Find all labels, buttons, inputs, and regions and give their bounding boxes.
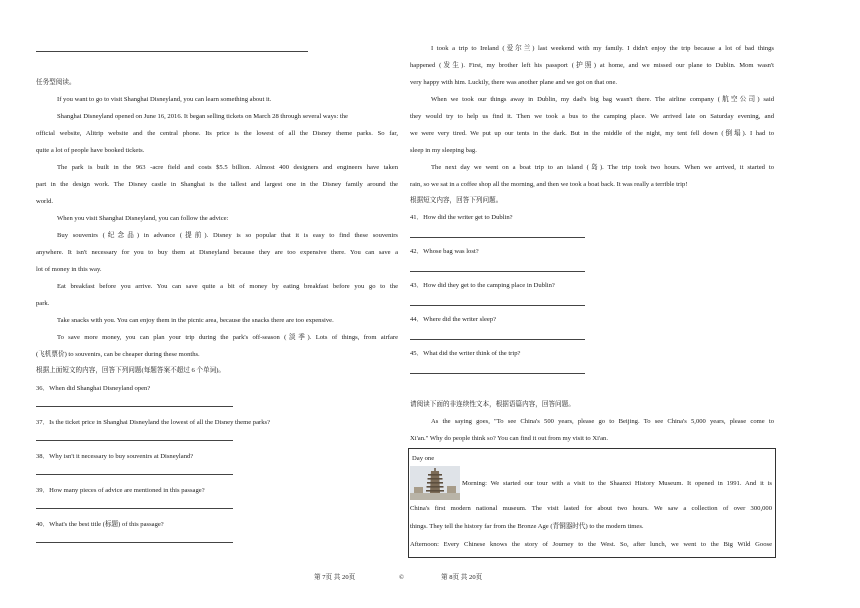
paragraph: (飞机票价) to souvenirs, can be cheaper during these months. <box>36 351 200 358</box>
saying-paragraph: As the saying goes, "To see China's 500 years, please go to Beijing. To see China's 5,000 years, please come to <box>431 418 774 425</box>
question-38: 38．Why isn't it necessary to buy souvenirs at Disneyland? <box>36 453 194 460</box>
question-39: 39．How many pieces of advice are mentioned in this passage? <box>36 487 205 494</box>
answer-line-45[interactable] <box>410 373 585 374</box>
question-40: 40．What's the best title (标题) of this passage? <box>36 521 164 528</box>
copyright-icon: © <box>399 574 405 581</box>
question-42: 42．Whose bag was lost? <box>410 248 479 255</box>
afternoon-text: Afternoon: Every Chinese knows the story of Journey to the West. So, after lunch, we went to the Big Wild Goose <box>410 541 772 548</box>
paragraph: quite a lot of people have booked tickets. <box>36 147 145 154</box>
paragraph: The park is built in the 963 -acre field and costs $5.5 billion. Almost 400 designers and engineers have taken <box>57 164 398 171</box>
paragraph: The next day we went on a boat trip to an island (岛). The trip took two hours. When we arrived, it started to <box>431 164 774 171</box>
pagoda-photo <box>410 466 460 500</box>
paragraph: world. <box>36 198 54 205</box>
answer-line-39[interactable] <box>36 508 233 509</box>
paragraph: Take snacks with you. You can enjoy them in the picnic area, because the snacks there are too expensive. <box>57 317 334 324</box>
answer-line-42[interactable] <box>410 271 585 272</box>
paragraph: official website, Alitrip website and the central phone. Its price is the lowest of all the Disney theme parks. So far, <box>36 130 398 137</box>
paragraph: part in the design work. The Disney castle in Shanghai is the tallest and largest one in the Disney family around the <box>36 181 398 188</box>
question-45: 45．What did the writer think of the trip? <box>410 350 521 357</box>
section-instructions: 任务型阅读。 <box>36 79 76 86</box>
question-instructions: 根据上面短文的内容，回答下列问题(每题答案不超过 6 个单词)。 <box>36 367 226 374</box>
answer-line-41[interactable] <box>410 237 585 238</box>
paragraph: sleep in my sleeping bag. <box>410 147 477 154</box>
paragraph: Eat breakfast before you arrive. You can save quite a bit of money by eating breakfast before you go to the <box>57 283 398 290</box>
question-44: 44．Where did the writer sleep? <box>410 316 497 323</box>
page-number-left: 第 7页 共 20页 <box>314 574 356 581</box>
answer-line-36[interactable] <box>36 406 233 407</box>
paragraph: very happy with him. Luckily, there was another plane and we got on that one. <box>410 79 618 86</box>
question-instructions: 根据短文内容，回答下列问题。 <box>410 197 503 204</box>
answer-line-44[interactable] <box>410 339 585 340</box>
saying-paragraph: Xi'an." Why do people think so? You can find it out from my visit to Xi'an. <box>410 435 608 442</box>
box-text: things. They tell the history far from the Bronze Age (青铜器时代) to the modern times. <box>410 523 644 530</box>
answer-line-37[interactable] <box>36 440 233 441</box>
paragraph: we were very tired. We put up our tents in the dark. But in the middle of the night, my tent fell down (倒塌). I had to <box>410 130 774 137</box>
paragraph: lot of money in this way. <box>36 266 102 273</box>
morning-text: Morning: We started our tour with a visit to the Shaanxi History Museum. It opened in 1991. And it is <box>462 480 772 487</box>
paragraph: When you visit Shanghai Disneyland, you can follow the advice: <box>57 215 229 222</box>
box-text: China's first modern national museum. The visit lasted for about two hours. We saw a collection of over 300,000 <box>410 505 772 512</box>
section-intro: 请阅读下面的非连续性文本，根据语篇内容，回答问题。 <box>410 401 575 408</box>
question-37: 37．Is the ticket price in Shanghai Disneyland the lowest of all the Disney theme parks? <box>36 419 271 426</box>
paragraph: To save more money, you can plan your trip during the park's off-season (淡季). Lots of things, from airfare <box>57 334 398 341</box>
page-number-right: 第 8页 共 20页 <box>441 574 483 581</box>
question-43: 43．How did they get to the camping place in Dublin? <box>410 282 555 289</box>
top-rule <box>36 51 308 52</box>
day-heading: Day one <box>412 455 435 462</box>
paragraph: anywhere. It isn't necessary for you to buy them at Disneyland because they are too expensive there. You can save a <box>36 249 398 256</box>
answer-line-38[interactable] <box>36 474 233 475</box>
paragraph: park. <box>36 300 50 307</box>
paragraph: I took a trip to Ireland (爱尔兰) last weekend with my family. I didn't enjoy the trip because a lot of bad things <box>431 45 774 52</box>
answer-line-40[interactable] <box>36 542 233 543</box>
paragraph: they would try to help us find it. Then we took a bus to the camping place. We arrived late on Saturday evening, and <box>410 113 774 120</box>
question-36: 36．When did Shanghai Disneyland open? <box>36 385 151 392</box>
paragraph: Buy souvenirs (纪念品) in advance (提前). Disney is so popular that it is easy to find these souvenirs <box>57 232 398 239</box>
paragraph: When we took our things away in Dublin, my dad's big bag wasn't there. The airline company (航空公司) said <box>431 96 774 103</box>
paragraph: Shanghai Disneyland opened on June 16, 2016. It began selling tickets on March 28 through several ways: the <box>57 113 348 120</box>
paragraph: happened (发生). First, my brother left his passport (护照) at home, and we missed our plane to Dublin. Mom wasn't <box>410 62 774 69</box>
answer-line-43[interactable] <box>410 305 585 306</box>
question-41: 41．How did the writer get to Dublin? <box>410 214 513 221</box>
pagoda-image <box>410 466 460 500</box>
paragraph: rain, so we sat in a coffee shop all the morning, and then we took a boat back. It was really a terrible trip! <box>410 181 688 188</box>
paragraph: If you want to go to visit Shanghai Disneyland, you can learn something about it. <box>57 96 272 103</box>
